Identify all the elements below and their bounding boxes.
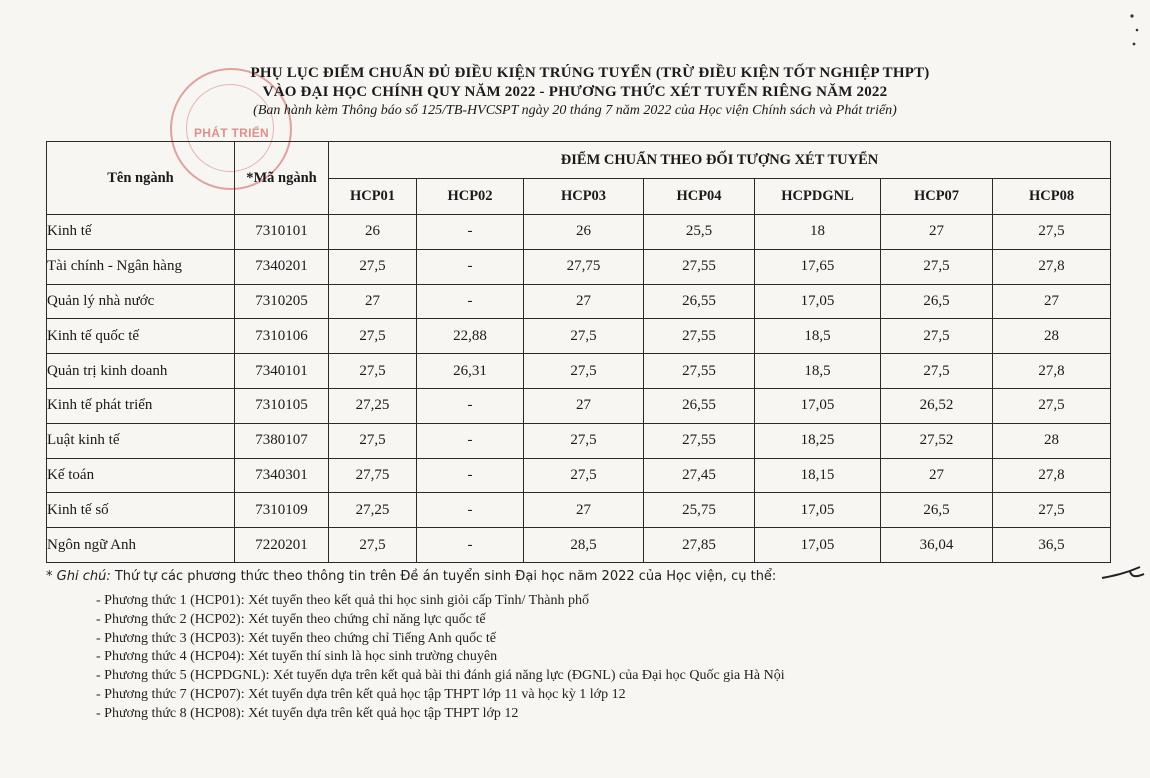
note-item: - Phương thức 4 (HCP04): Xét tuyển thí sinh là học sinh trường chuyên (96, 649, 498, 665)
score-cell: 26 (524, 215, 644, 250)
major-name-cell: Ngôn ngữ Anh (47, 528, 235, 563)
table-row (47, 215, 1111, 250)
score-cell: 27 (881, 215, 993, 250)
notes-intro: Thứ tự các phương thức theo thông tin trên Đề án tuyển sinh Đại học năm 2022 của Học viện, cụ thể: (114, 569, 777, 584)
score-cell: 22,88 (417, 319, 524, 354)
score-cell: 27,52 (881, 423, 993, 458)
score-cell: 28 (993, 319, 1111, 354)
score-cell: 27,55 (644, 354, 755, 389)
score-cell: 26,55 (644, 284, 755, 319)
score-cell: 27,5 (881, 319, 993, 354)
scan-speck-icon (1128, 12, 1142, 52)
note-item: - Phương thức 2 (HCP02): Xét tuyển theo chứng chỉ năng lực quốc tế (96, 611, 486, 627)
score-cell: 27,45 (644, 458, 755, 493)
header-method: HCP08 (993, 179, 1111, 215)
major-name-cell: Kinh tế phát triển (47, 388, 235, 423)
score-cell: 28,5 (524, 528, 644, 563)
note-item: - Phương thức 3 (HCP03): Xét tuyển theo chứng chỉ Tiếng Anh quốc tế (96, 630, 496, 646)
major-name-cell: Kế toán (47, 458, 235, 493)
score-cell: 27,25 (329, 388, 417, 423)
score-cell: 27,5 (329, 354, 417, 389)
score-cell: 17,05 (755, 493, 881, 528)
heading-title-line2: VÀO ĐẠI HỌC CHÍNH QUY NĂM 2022 - PHƯƠNG THỨC XÉT TUYỂN RIÊNG NĂM 2022 (262, 84, 888, 100)
score-cell: 17,05 (755, 528, 881, 563)
major-code-cell: 7310106 (235, 319, 329, 354)
major-code-cell: 7340101 (235, 354, 329, 389)
note-item: - Phương thức 5 (HCPDGNL): Xét tuyển dựa trên kết quả bài thi đánh giá năng lực (ĐGNL) của Đại học Quốc gia Hà Nội (96, 668, 785, 684)
score-cell: 27,75 (524, 249, 644, 284)
score-cell: 28 (993, 423, 1111, 458)
score-cell: 18,15 (755, 458, 881, 493)
score-cell: 27,5 (524, 354, 644, 389)
score-cell: 36,04 (881, 528, 993, 563)
score-cell: 26,5 (881, 284, 993, 319)
score-cell: - (417, 423, 524, 458)
table-row (47, 423, 1111, 458)
score-cell: 26 (329, 215, 417, 250)
score-cell: - (417, 215, 524, 250)
header-score-group: ĐIỂM CHUẨN THEO ĐỐI TƯỢNG XÉT TUYỂN (329, 142, 1111, 179)
score-cell: 17,05 (755, 284, 881, 319)
table-row (47, 354, 1111, 389)
score-cell: - (417, 528, 524, 563)
note-item: - Phương thức 8 (HCP08): Xét tuyển dựa trên kết quả học tập THPT lớp 12 (96, 705, 519, 721)
table-row (47, 249, 1111, 284)
major-name-cell: Tài chính - Ngân hàng (47, 249, 235, 284)
score-cell: 27,55 (644, 249, 755, 284)
score-cell: 25,75 (644, 493, 755, 528)
major-name-cell: Luật kinh tế (47, 423, 235, 458)
score-cell: 27 (524, 284, 644, 319)
score-cell: 27,5 (993, 215, 1111, 250)
table-row (47, 528, 1111, 563)
table-row (47, 458, 1111, 493)
score-cell: - (417, 284, 524, 319)
header-method: HCP03 (524, 179, 644, 215)
score-cell: 27,85 (644, 528, 755, 563)
score-cell: 27,5 (329, 319, 417, 354)
score-cell: 27 (524, 388, 644, 423)
score-cell: 27,5 (993, 388, 1111, 423)
header-major-code: *Mã ngành (235, 142, 329, 215)
notes-header (46, 566, 1106, 588)
score-cell: 18,5 (755, 319, 881, 354)
score-cell: 17,65 (755, 249, 881, 284)
table-row (47, 284, 1111, 319)
major-code-cell: 7310101 (235, 215, 329, 250)
score-cell: 26,52 (881, 388, 993, 423)
score-cell: - (417, 493, 524, 528)
score-cell: 18,25 (755, 423, 881, 458)
score-cell: 27,55 (644, 423, 755, 458)
major-code-cell: 7220201 (235, 528, 329, 563)
score-table (46, 141, 1111, 563)
table-row (47, 388, 1111, 423)
score-cell: 27,55 (644, 319, 755, 354)
score-cell: 27,5 (524, 458, 644, 493)
document-heading (0, 64, 1150, 120)
major-code-cell: 7310109 (235, 493, 329, 528)
header-major-name: Tên ngành (47, 142, 235, 215)
major-code-cell: 7340201 (235, 249, 329, 284)
header-method: HCP04 (644, 179, 755, 215)
header-method: HCP02 (417, 179, 524, 215)
header-method: HCP07 (881, 179, 993, 215)
score-cell: 27,8 (993, 249, 1111, 284)
score-cell: 18 (755, 215, 881, 250)
score-cell: 26,5 (881, 493, 993, 528)
major-name-cell: Kinh tế quốc tế (47, 319, 235, 354)
major-code-cell: 7310205 (235, 284, 329, 319)
major-name-cell: Kinh tế số (47, 493, 235, 528)
score-cell: 27,5 (524, 319, 644, 354)
table-row (47, 319, 1111, 354)
score-cell: 27,5 (993, 493, 1111, 528)
score-cell: 27,5 (881, 249, 993, 284)
header-method: HCPDGNL (755, 179, 881, 215)
major-name-cell: Kinh tế (47, 215, 235, 250)
score-cell: 27 (524, 493, 644, 528)
stamp-text: PHÁT TRIỂN (194, 126, 269, 140)
heading-subtitle: (Ban hành kèm Thông báo số 125/TB-HVCSPT ngày 20 tháng 7 năm 2022 của Học viện Chính sách và Phát triển) (253, 103, 897, 118)
score-cell: 27,5 (881, 354, 993, 389)
score-cell: 25,5 (644, 215, 755, 250)
heading-title-line1: PHỤ LỤC ĐIỂM CHUẨN ĐỦ ĐIỀU KIỆN TRÚNG TUYỂN (TRỪ ĐIỀU KIỆN TỐT NGHIỆP THPT) (250, 65, 930, 81)
score-cell: 27,5 (329, 249, 417, 284)
pen-mark-icon (1100, 562, 1146, 584)
table-row (47, 493, 1111, 528)
score-cell: 27,5 (524, 423, 644, 458)
score-cell: 36,5 (993, 528, 1111, 563)
header-method: HCP01 (329, 179, 417, 215)
score-cell: 26,55 (644, 388, 755, 423)
major-code-cell: 7380107 (235, 423, 329, 458)
score-cell: 27,25 (329, 493, 417, 528)
score-cell: 27,8 (993, 458, 1111, 493)
score-cell: 27,5 (329, 423, 417, 458)
major-name-cell: Quản trị kinh doanh (47, 354, 235, 389)
notes-label: * Ghi chú: (46, 569, 111, 584)
score-cell: - (417, 249, 524, 284)
score-cell: 17,05 (755, 388, 881, 423)
score-cell: 27,8 (993, 354, 1111, 389)
score-cell: 27 (881, 458, 993, 493)
score-cell: - (417, 388, 524, 423)
notes-list (46, 592, 1106, 724)
score-cell: 27,5 (329, 528, 417, 563)
major-code-cell: 7340301 (235, 458, 329, 493)
score-cell: 27 (329, 284, 417, 319)
score-cell: 18,5 (755, 354, 881, 389)
score-cell: 27,75 (329, 458, 417, 493)
note-item: - Phương thức 7 (HCP07): Xét tuyển dựa trên kết quả học tập THPT lớp 11 và học kỳ 1 lớp 12 (96, 686, 626, 702)
note-item: - Phương thức 1 (HCP01): Xét tuyển theo kết quả thi học sinh giỏi cấp Tỉnh/ Thành phố (96, 593, 589, 608)
score-cell: 26,31 (417, 354, 524, 389)
major-code-cell: 7310105 (235, 388, 329, 423)
score-cell: 27 (993, 284, 1111, 319)
score-cell: - (417, 458, 524, 493)
notes-section (46, 566, 1106, 724)
major-name-cell: Quản lý nhà nước (47, 284, 235, 319)
